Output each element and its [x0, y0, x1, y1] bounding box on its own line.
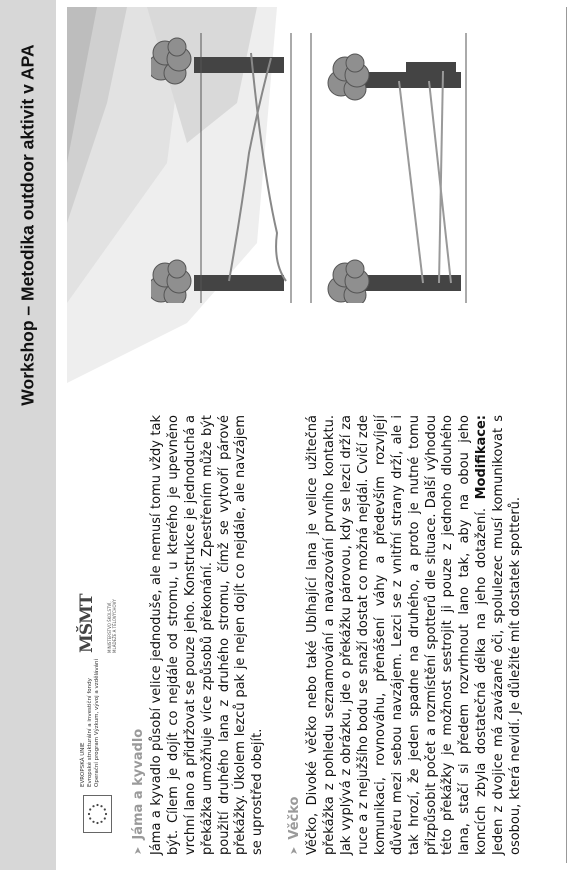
arrow-bullet-icon: ➤	[133, 846, 144, 855]
eu-line-2: Evropské strukturální a investiční fondy	[87, 678, 93, 787]
pendulum-illustration	[151, 33, 291, 303]
illustrations	[151, 33, 481, 303]
tree-icon	[151, 260, 191, 303]
eu-line-3: Operační program Výzkum, vývoj a vzdělávání	[94, 658, 100, 787]
slide	[67, 7, 567, 863]
section-text-jama: Jáma a kyvadlo působí velice jednoduše, ale nemusí tomu vždy tak být. Cílem je dojít co nejdále od stromu, u kterého je upevněno vrchní lano a přidržovat se pouze jeho. Konstrukce je jednoduchá a překážka umožňuje více způsobů překonání. Zpestřením může být použití druhého lana z druhého stromu, čímž se vytvoří párové překážky. Úkolem lezců pak je nejen dojít co nejdále, ale navzájem se uprostřed obejít.	[148, 415, 266, 855]
eu-line-1: EVROPSKÁ UNIE	[80, 742, 86, 787]
section-heading-jama	[131, 415, 148, 855]
vecko-body: Věčko, Divoké věčko nebo také Ubíhající lana je velice užitečná překážka z pohledu seznamování a navazování prvního kontaktu. Jak vyplývá z obrázku, jde o překážku párovou, kdy se lezci drží za ruce a z nejužšího bodu se snaží dostat co možná nejdál. Cvičí zde komunikaci, rovnováhu, přenášení váhy a především rozvíjejí důvěru mezi sebou navzájem. Lezci se z vnitřní strany drží, ale i tak hrozí, že jeden spadne na druhého, a proto je nutné tomu přizpůsobit počet a rozmístění spotterů dle situace. Další výhodou této překážky je možnost sestrojit ji pouze z jednoho dlouhého lana, stačí si předem rozvrhnout lano tak, aby na obou jeho koncích zbyla dostatečná délka na jeho dotažení.	[305, 415, 490, 855]
section-heading-vecko	[287, 415, 304, 855]
tree-icon	[328, 54, 369, 100]
section-text-vecko	[305, 415, 525, 855]
msmt-mark: MŠMT	[77, 594, 97, 653]
msmt-logo	[77, 583, 137, 653]
vecko-illustration	[311, 33, 466, 303]
title-bar	[0, 0, 56, 870]
eu-logo-text	[80, 657, 101, 787]
content	[131, 415, 525, 855]
logo-strip	[67, 563, 137, 863]
msmt-text: MINISTERSTVO ŠKOLSTVÍ, MLÁDEŽE A TĚLOVÝCHOVY	[107, 599, 117, 653]
tree-icon	[328, 260, 369, 303]
section-title: Věčko	[287, 796, 303, 840]
eu-flag-icon	[83, 795, 112, 833]
modification-label: Modifikace:	[474, 415, 490, 500]
arrow-bullet-icon: ➤	[289, 846, 301, 855]
tree-icon	[151, 38, 191, 84]
page-title: Workshop – Metodika outdoor aktivit v APA	[17, 44, 38, 406]
modification-text: Jeden z dvojice má zavázané oči, spolulezec musí komunikovat s osobou, která nevidí. Je důležité mít dostatek spotterů.	[491, 415, 524, 855]
section-title: Jáma a kyvadlo	[131, 728, 146, 840]
